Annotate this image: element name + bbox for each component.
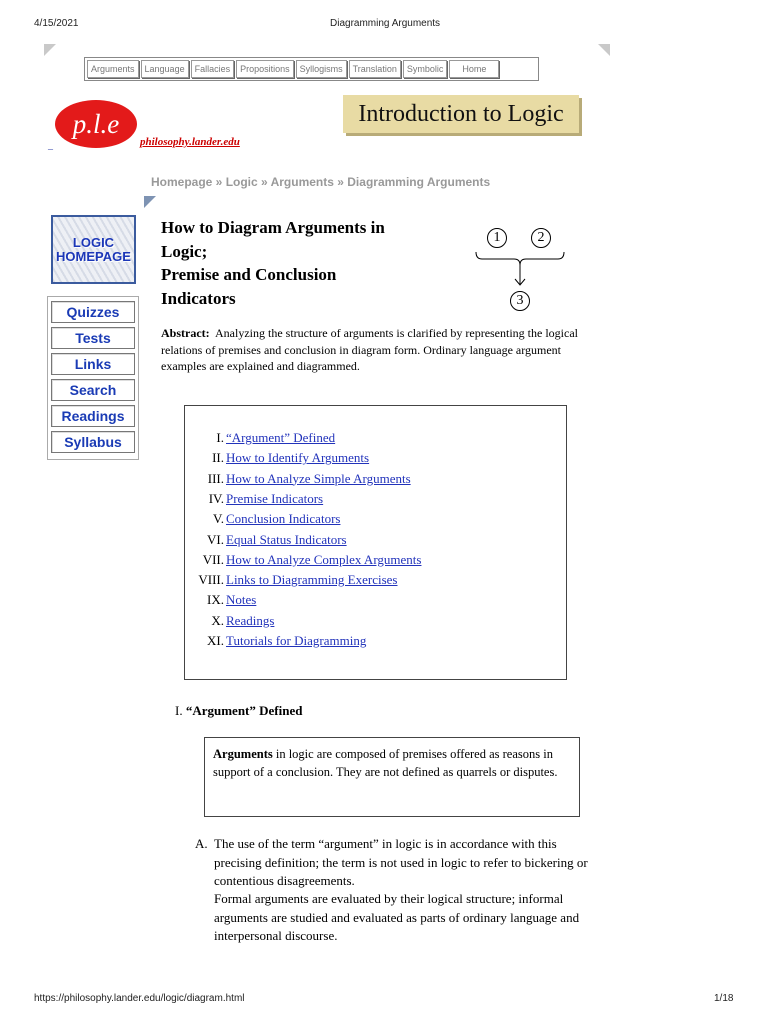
toc-item [185, 511, 485, 527]
toc-num: V. [213, 511, 224, 527]
side-menu-search[interactable]: Search [51, 379, 135, 401]
top-nav-arguments[interactable]: Arguments [87, 60, 139, 78]
side-menu [47, 296, 139, 460]
diagram-premise-1: 1 [487, 228, 507, 248]
diagram-brace-arrow [470, 250, 570, 292]
toc-num: IX. [207, 592, 224, 608]
homepage-tile-line2: HOMEPAGE [56, 248, 131, 264]
toc-num: I. [216, 430, 224, 445]
print-page-number: 1/18 [714, 993, 734, 1004]
top-nav-syllogisms[interactable]: Syllogisms [296, 60, 347, 78]
definition-term: Arguments [213, 747, 273, 761]
toc-item [185, 491, 485, 507]
top-nav-fallacies[interactable]: Fallacies [191, 60, 235, 78]
toc-item [185, 633, 485, 649]
corner-marker-right [598, 44, 610, 56]
print-date: 4/15/2021 [34, 18, 79, 29]
page-title [161, 216, 441, 310]
abstract [161, 325, 581, 375]
table-of-contents [184, 405, 567, 680]
logic-homepage-button[interactable] [51, 215, 136, 284]
toc-num: VI. [207, 531, 224, 547]
toc-num: VIII. [198, 572, 224, 588]
title-line-2: Logic; [161, 241, 208, 261]
point-a-paragraph-1: The use of the term “argument” in logic is in accordance with this precising definition; the term is not used in logic to refer to bickering or contentious disagreements. [214, 836, 588, 888]
section-number: I. [175, 703, 183, 718]
top-nav-symbolic[interactable]: Symbolic [403, 60, 448, 78]
top-nav-translation[interactable]: Translation [349, 60, 401, 78]
definition-text: in logic are composed of premises offered as reasons in support of a conclusion. They are not defined as quarrels or disputes. [213, 747, 558, 779]
toc-item [185, 592, 485, 608]
content-corner-marker [144, 196, 156, 208]
toc-num: XI. [207, 633, 224, 648]
top-nav [84, 57, 539, 81]
toc-link-premise-indicators[interactable]: Premise Indicators [226, 490, 324, 506]
top-nav-propositions[interactable]: Propositions [236, 60, 294, 78]
point-a-label: A. [195, 836, 208, 851]
toc-num: II. [212, 450, 224, 466]
toc-link-complex-arguments[interactable]: How to Analyze Complex Arguments [226, 551, 422, 567]
top-nav-home[interactable]: Home [449, 60, 499, 78]
toc-item [185, 450, 485, 466]
definition-box [204, 737, 580, 817]
print-url: https://philosophy.lander.edu/logic/diagram.html [34, 993, 245, 1004]
toc-item [185, 572, 485, 588]
homepage-tile-line1: LOGIC [72, 234, 115, 250]
toc-link-identify-arguments[interactable]: How to Identify Arguments [226, 450, 370, 466]
title-line-4: Indicators [161, 288, 236, 308]
section-title: “Argument” Defined [185, 703, 303, 718]
diagram-conclusion: 3 [510, 291, 530, 311]
toc-item [185, 613, 485, 629]
side-menu-tests[interactable]: Tests [51, 327, 135, 349]
toc-link-argument-defined[interactable]: “Argument” Defined [226, 430, 336, 445]
side-menu-links[interactable]: Links [51, 353, 135, 375]
toc-num: IV. [208, 490, 224, 506]
toc-num: X. [211, 612, 224, 628]
ple-logo[interactable]: p.l.e [55, 100, 137, 148]
title-line-3: Premise and Conclusion [161, 265, 337, 284]
toc-link-tutorials[interactable]: Tutorials for Diagramming [226, 633, 367, 648]
toc-num: III. [207, 470, 224, 486]
side-menu-readings[interactable]: Readings [51, 405, 135, 427]
point-a-paragraph-2: Formal arguments are evaluated by their logical structure; informal arguments are studied and evaluated as parts of ordinary language and interpersonal discourse. [214, 891, 580, 943]
intro-to-logic-banner: Introduction to Logic [343, 95, 579, 133]
toc-item [185, 552, 485, 568]
toc-num: VII. [202, 551, 224, 567]
corner-marker-left [44, 44, 56, 56]
toc-link-simple-arguments[interactable]: How to Analyze Simple Arguments [226, 470, 411, 486]
toc-link-equal-status[interactable]: Equal Status Indicators [226, 531, 347, 547]
toc-item [185, 532, 485, 548]
toc-link-notes[interactable]: Notes [226, 592, 257, 608]
toc-link-conclusion-indicators[interactable]: Conclusion Indicators [226, 511, 341, 527]
toc-item [185, 471, 485, 487]
print-title: Diagramming Arguments [330, 18, 441, 29]
abstract-label: Abstract: [161, 326, 210, 340]
toc-link-exercises[interactable]: Links to Diagramming Exercises [226, 572, 398, 588]
breadcrumb[interactable]: Homepage » Logic » Arguments » Diagramming Arguments [151, 175, 491, 189]
side-menu-quizzes[interactable]: Quizzes [51, 301, 135, 323]
title-line-1: How to Diagram Arguments in [161, 218, 385, 237]
section-heading [175, 703, 302, 719]
diagram-premise-2: 2 [531, 228, 551, 248]
philosophy-lander-link[interactable]: philosophy.lander.edu [140, 136, 240, 148]
toc-link-readings[interactable]: Readings [226, 612, 275, 628]
side-menu-syllabus[interactable]: Syllabus [51, 431, 135, 453]
logo-underline-link[interactable]: _ [48, 140, 53, 151]
abstract-text: Analyzing the structure of arguments is clarified by representing the logical relations of premises and conclusion in diagram form. Ordinary language argument examples are explained and diagrammed. [161, 326, 578, 373]
top-nav-language[interactable]: Language [141, 60, 189, 78]
toc-item [185, 430, 485, 446]
